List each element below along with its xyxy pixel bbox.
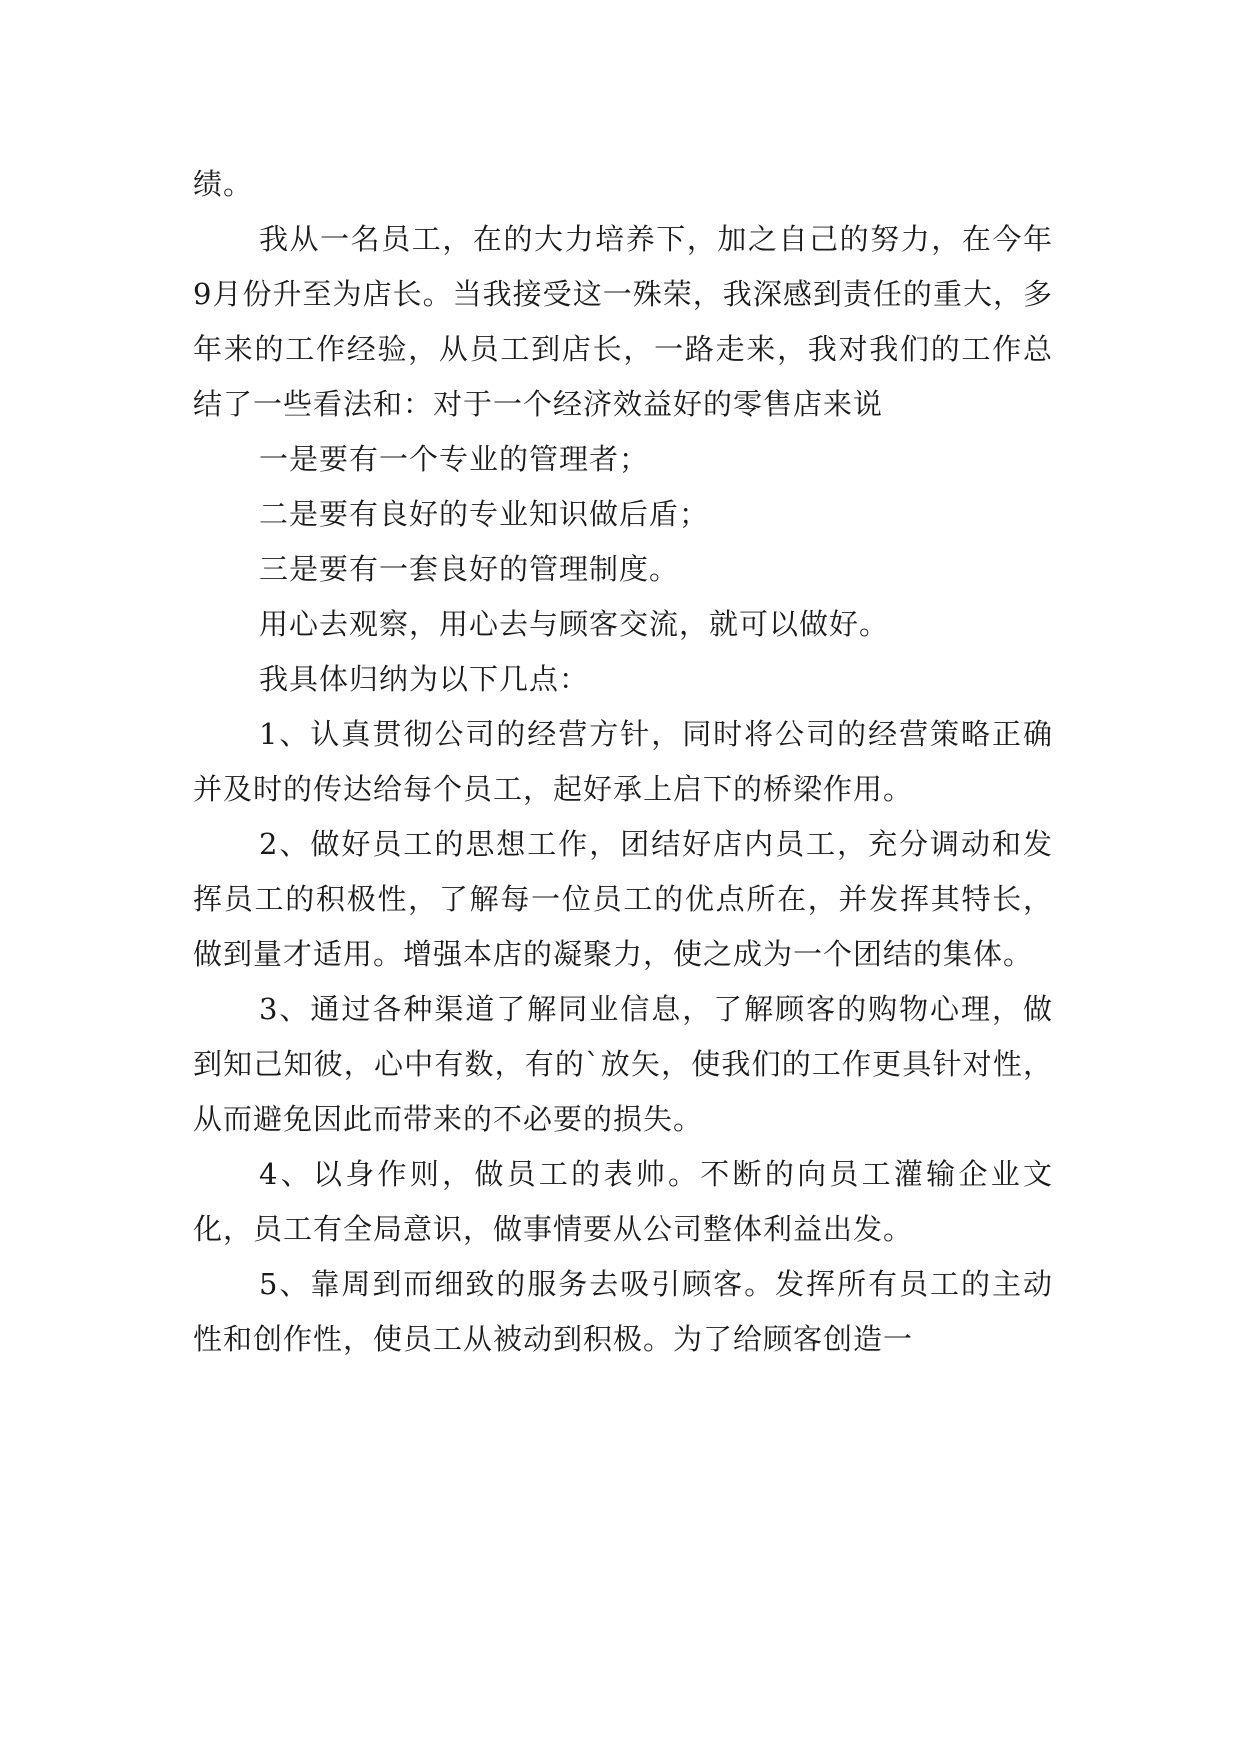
paragraph-intro: 我从一名员工，在的大力培养下，加之自己的努力，在今年9月份升至为店长。当我接受这一殊荣，我深感到责任的重大，多年来的工作经验，从员工到店长，一路走来，我对我们的工作总结了一些看法和：对于一个经济效益好的零售店来说: [193, 222, 1053, 421]
paragraph-item-1: 1、认真贯彻公司的经营方针，同时将公司的经营策略正确并及时的传达给每个员工，起好承上启下的桥梁作用。: [193, 717, 1053, 806]
paragraph-continuation: 绩。: [193, 167, 254, 201]
paragraph-observe: 用心去观察，用心去与顾客交流，就可以做好。: [259, 607, 890, 641]
paragraph-point-one: 一是要有一个专业的管理者；: [259, 442, 650, 476]
document-body: [193, 157, 1053, 1367]
paragraph-item-3: 3、通过各种渠道了解同业信息，了解顾客的购物心理，做到知己知彼，心中有数，有的`放矢，使我们的工作更具针对性，从而避免因此而带来的不必要的损失。: [193, 992, 1053, 1136]
paragraph-item-2: 2、做好员工的思想工作，团结好店内员工，充分调动和发挥员工的积极性，了解每一位员工的优点所在，并发挥其特长，做到量才适用。增强本店的凝聚力，使之成为一个团结的集体。: [193, 827, 1053, 971]
paragraph-item-5: 5、靠周到而细致的服务去吸引顾客。发挥所有员工的主动性和创作性，使员工从被动到积极。为了给顾客创造一: [193, 1267, 1053, 1356]
paragraph-summary-lead: 我具体归纳为以下几点：: [259, 662, 590, 696]
paragraph-point-three: 三是要有一套良好的管理制度。: [259, 552, 680, 586]
paragraph-point-two: 二是要有良好的专业知识做后盾；: [259, 497, 710, 531]
paragraph-item-4: 4、以身作则，做员工的表帅。不断的向员工灌输企业文化，员工有全局意识，做事情要从公司整体利益出发。: [193, 1157, 1053, 1246]
